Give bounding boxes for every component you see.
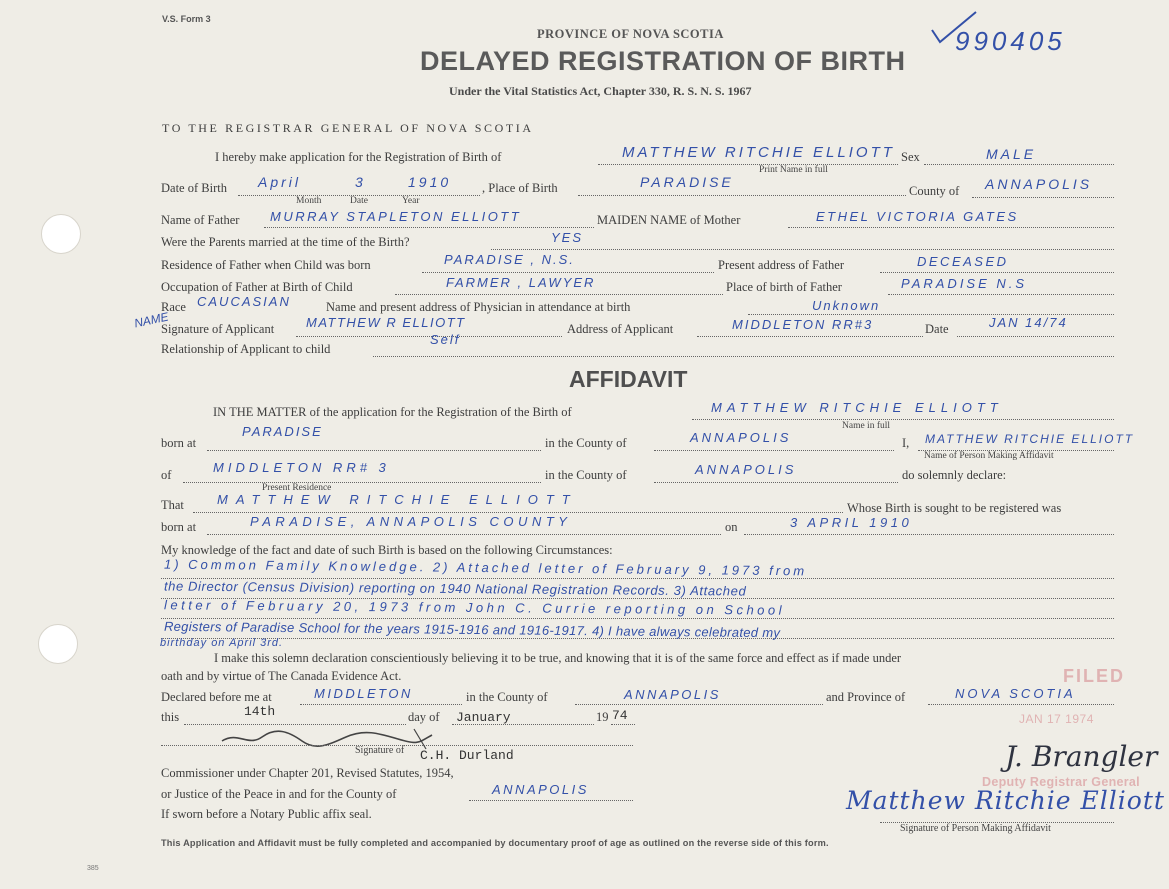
year-suffix-value: 74 bbox=[612, 708, 628, 723]
declared-before-label: Declared before me at bbox=[161, 690, 272, 704]
act-subtitle: Under the Vital Statistics Act, Chapter 330, R. S. N. S. 1967 bbox=[449, 84, 752, 98]
race-value: CAUCASIAN bbox=[197, 294, 291, 309]
circumstance-line: letter of February 20, 1973 from John C. Currie reporting on School bbox=[163, 597, 786, 618]
province-value: NOVA SCOTIA bbox=[955, 686, 1076, 701]
affidavit-name: MATTHEW RITCHIE ELLIOTT bbox=[711, 400, 1003, 415]
circumstance-line: birthday on April 3rd. bbox=[160, 637, 284, 649]
affiant-name: MATTHEW RITCHIE ELLIOTT bbox=[925, 432, 1135, 446]
registrar-heading: TO THE REGISTRAR GENERAL OF NOVA SCOTIA bbox=[162, 121, 534, 135]
occupation-value: FARMER , LAWYER bbox=[446, 275, 596, 290]
circumstance-line: 1) Common Family Knowledge. 2) Attached letter of February 9, 1973 from bbox=[163, 556, 808, 579]
sex-label: Sex bbox=[901, 150, 920, 164]
born-at-full-value: PARADISE, ANNAPOLIS COUNTY bbox=[250, 514, 572, 529]
of-label: of bbox=[161, 468, 172, 482]
present-residence-caption: Present Residence bbox=[262, 483, 332, 493]
year-caption: Year bbox=[402, 196, 420, 206]
mother-value: ETHEL VICTORIA GATES bbox=[816, 209, 1019, 224]
month-value: January bbox=[456, 710, 511, 725]
print-name-caption: Print Name in full bbox=[759, 165, 828, 175]
declared-county-value: ANNAPOLIS bbox=[624, 687, 721, 702]
solemn-declaration-1: I make this solemn declaration conscientiously believing it to be true, and knowing that it is of the same force and effect as if made under bbox=[214, 651, 902, 665]
residence-value: PARADISE , N.S. bbox=[444, 252, 575, 267]
signature-of-caption: Signature of bbox=[355, 745, 405, 756]
physician-value: Unknown bbox=[812, 298, 881, 313]
solemnly-declare-label: do solemnly declare: bbox=[902, 468, 1007, 482]
dob-day: 3 bbox=[355, 174, 366, 190]
notary-text: If sworn before a Notary Public affix seal. bbox=[161, 807, 372, 821]
affiant-signature-caption: Signature of Person Making Affidavit bbox=[900, 823, 1051, 834]
month-caption: Month bbox=[296, 196, 322, 206]
date-caption: Date bbox=[350, 196, 368, 206]
name-in-full-caption: Name in full bbox=[842, 421, 891, 431]
solemn-declaration-2: oath and by virtue of The Canada Evidence Act. bbox=[161, 669, 402, 683]
registrar-signature: J. Brangler bbox=[1005, 740, 1158, 773]
father-birthplace-value: PARADISE N.S bbox=[901, 276, 1028, 291]
date-label: Date bbox=[925, 322, 949, 336]
i-label: I, bbox=[902, 436, 910, 450]
corner-code: 385 bbox=[87, 865, 99, 872]
residence-label: Residence of Father when Child was born bbox=[161, 258, 371, 272]
child-name: MATTHEW RITCHIE ELLIOTT bbox=[622, 144, 895, 161]
residence-county-value: ANNAPOLIS bbox=[695, 462, 797, 477]
year-prefix: 19 bbox=[596, 710, 609, 724]
registration-number: 990405 bbox=[955, 26, 1066, 56]
applicant-signature: MATTHEW R ELLIOTT bbox=[306, 315, 466, 330]
dob-month: April bbox=[258, 174, 302, 190]
maiden-name-label: MAIDEN NAME of Mother bbox=[597, 213, 741, 227]
form-id: V.S. Form 3 bbox=[162, 14, 211, 24]
dob-label: Date of Birth bbox=[161, 181, 227, 195]
declared-county-label: in the County of bbox=[466, 690, 548, 704]
affiant-signature: Matthew Ritchie Elliott bbox=[846, 786, 1165, 815]
page-title: DELAYED REGISTRATION OF BIRTH bbox=[420, 46, 906, 76]
commissioner-name: C.H. Durland bbox=[420, 748, 514, 763]
physician-label: Name and present address of Physician in attendance at birth bbox=[326, 300, 631, 314]
declared-at-value: MIDDLETON bbox=[314, 686, 413, 701]
relationship-label: Relationship of Applicant to child bbox=[161, 342, 331, 356]
punch-hole bbox=[41, 214, 81, 254]
circumstance-line: the Director (Census Division) reporting on 1940 National Registration Records. 3) Attached bbox=[163, 578, 747, 599]
born-at-label-2: born at bbox=[161, 520, 197, 534]
whose-birth-label: Whose Birth is sought to be registered was bbox=[847, 501, 1062, 515]
address-label: Address of Applicant bbox=[567, 322, 674, 336]
present-address-label: Present address of Father bbox=[718, 258, 845, 272]
county-of-label: in the County of bbox=[545, 436, 627, 450]
present-address-value: DECEASED bbox=[917, 254, 1009, 269]
county-label: County of bbox=[909, 184, 960, 198]
checkmark-icon bbox=[928, 8, 980, 46]
dob-year: 1910 bbox=[408, 174, 452, 190]
born-at-label: born at bbox=[161, 436, 197, 450]
punch-hole bbox=[38, 624, 78, 664]
day-value: 14th bbox=[244, 704, 276, 719]
application-label: I hereby make application for the Registration of Birth of bbox=[215, 150, 502, 164]
date-value: JAN 14/74 bbox=[989, 315, 1068, 330]
circumstance-line: Registers of Paradise School for the years 1915-1916 and 1916-1917. 4) I have always celebrated my bbox=[163, 618, 781, 641]
sex-value: MALE bbox=[986, 146, 1037, 162]
born-county-value: ANNAPOLIS bbox=[690, 430, 792, 445]
race-label: Race bbox=[161, 300, 186, 314]
justice-text: or Justice of the Peace in and for the County of bbox=[161, 787, 397, 801]
that-label: That bbox=[161, 498, 184, 512]
affidavit-title: AFFIDAVIT bbox=[569, 366, 688, 392]
filed-stamp: FILED bbox=[1063, 666, 1125, 686]
this-label: this bbox=[161, 710, 180, 724]
married-label: Were the Parents married at the time of the Birth? bbox=[161, 235, 410, 249]
commissioner-signature-scribble bbox=[218, 727, 438, 753]
married-value: YES bbox=[551, 230, 584, 245]
county-of-label-2: in the County of bbox=[545, 468, 627, 482]
province-label: and Province of bbox=[826, 690, 906, 704]
county-value: ANNAPOLIS bbox=[985, 176, 1093, 192]
born-at-value: PARADISE bbox=[242, 424, 323, 439]
province-heading: PROVINCE OF NOVA SCOTIA bbox=[537, 27, 724, 41]
margin-note: NAME bbox=[132, 309, 170, 331]
knowledge-label: My knowledge of the fact and date of such Birth is based on the following Circumstances: bbox=[161, 543, 613, 557]
affiant-caption: Name of Person Making Affidavit bbox=[924, 451, 1054, 461]
father-value: MURRAY STAPLETON ELLIOTT bbox=[270, 209, 522, 224]
filed-date-stamp: JAN 17 1974 bbox=[1019, 712, 1094, 726]
address-value: MIDDLETON RR#3 bbox=[732, 317, 874, 332]
commissioner-text: Commissioner under Chapter 201, Revised Statutes, 1954, bbox=[161, 766, 454, 780]
place-of-birth-value: PARADISE bbox=[640, 174, 734, 190]
jp-county-value: ANNAPOLIS bbox=[492, 782, 589, 797]
in-the-matter-label: IN THE MATTER of the application for the Registration of the Birth of bbox=[213, 405, 572, 419]
residence-value: MIDDLETON RR# 3 bbox=[213, 460, 390, 475]
that-name: MATTHEW RITCHIE ELLIOTT bbox=[217, 492, 578, 507]
registrar-title-stamp: Deputy Registrar General bbox=[982, 775, 1140, 789]
footer-note: This Application and Affidavit must be fully completed and accompanied by documentary proof of age as outlined on the reverse side of this form. bbox=[161, 838, 829, 848]
occupation-label: Occupation of Father at Birth of Child bbox=[161, 280, 353, 294]
father-label: Name of Father bbox=[161, 213, 240, 227]
day-of-label: day of bbox=[408, 710, 440, 724]
relationship-value: Self bbox=[430, 332, 461, 347]
place-of-birth-label: , Place of Birth bbox=[482, 181, 558, 195]
father-birthplace-label: Place of birth of Father bbox=[726, 280, 842, 294]
signature-label: Signature of Applicant bbox=[161, 322, 275, 336]
born-on-value: 3 APRIL 1910 bbox=[790, 515, 913, 530]
on-label: on bbox=[725, 520, 738, 534]
